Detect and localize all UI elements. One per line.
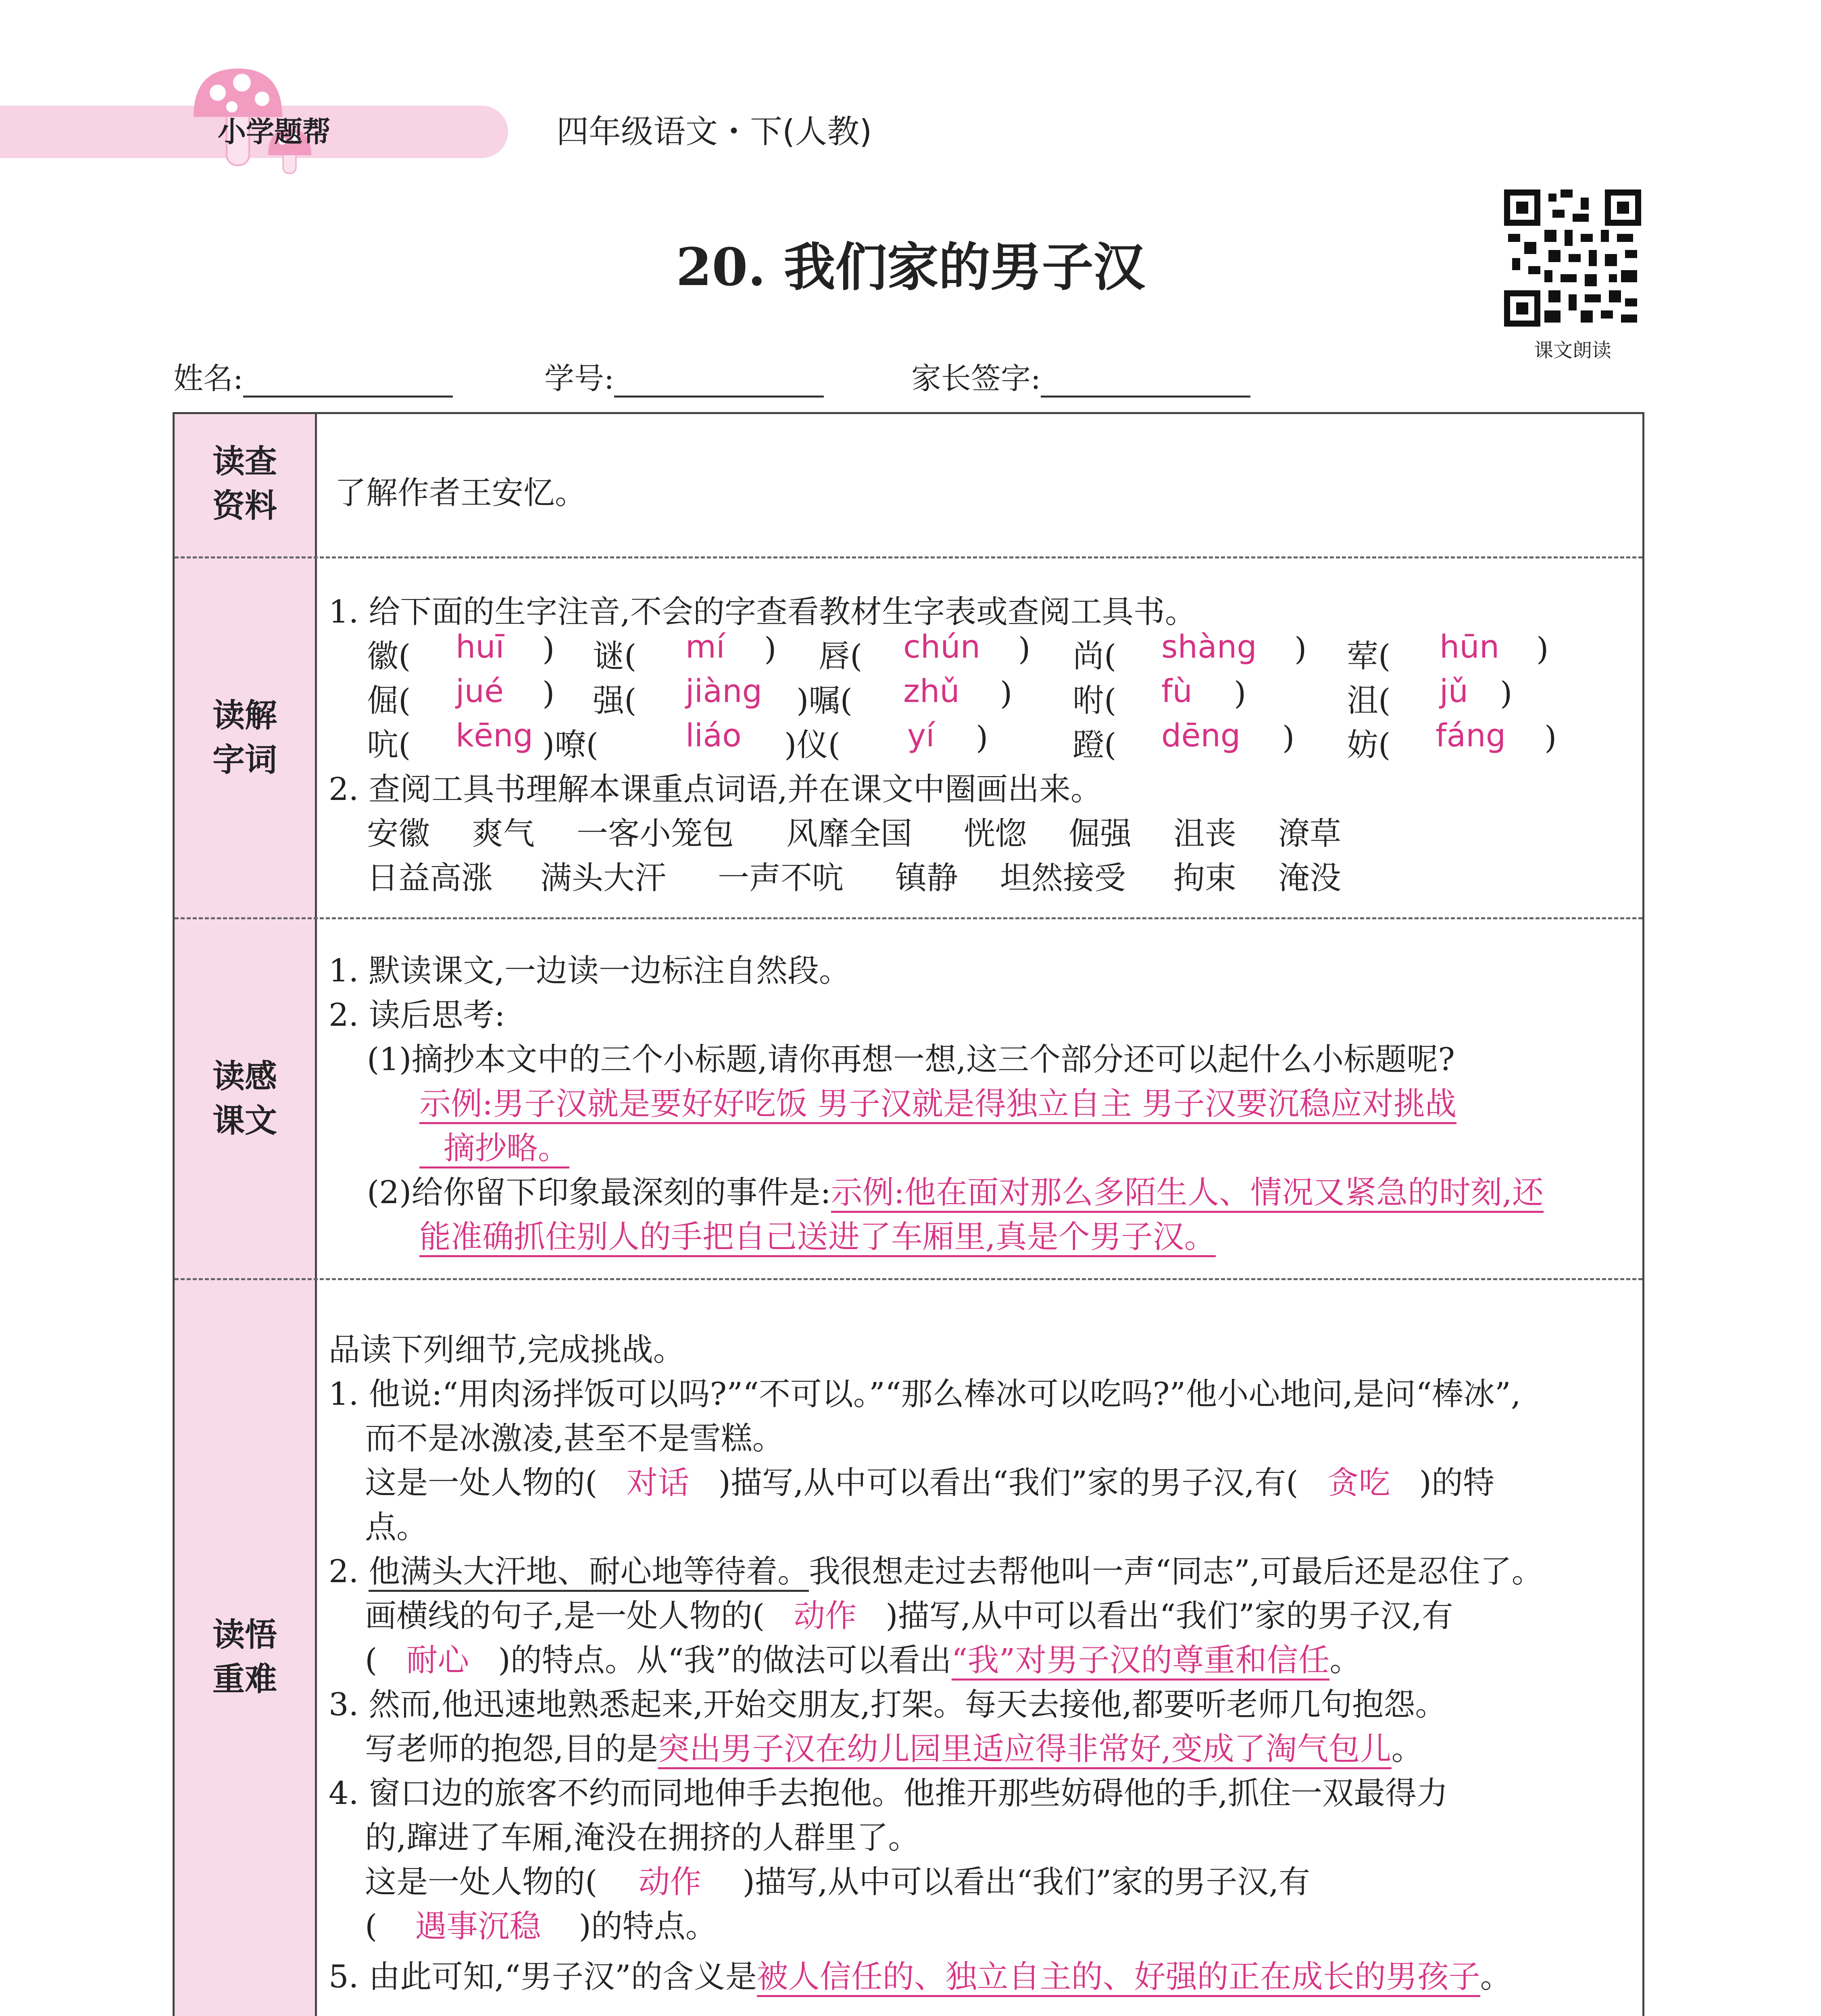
pinyin-answer: mí (685, 629, 725, 665)
qr-caption: 课文朗读 (1533, 339, 1611, 362)
student-id-label: 学号: (544, 361, 614, 396)
analysis-q4-line4: ( 遇事沉稳 )的特点。 (365, 1908, 717, 1945)
pinyin-answer: yí (907, 718, 935, 754)
vocab-question-1: 1. 给下面的生字注音,不会的字查看教材生字表或查阅工具书。 (329, 594, 1197, 630)
student-info-row (173, 355, 1625, 396)
row-divider (175, 917, 1642, 919)
char-item: )嘹( (542, 727, 598, 763)
analysis-q2-line2: 画横线的句子,是一处人物的( 动作 )描写,从中可以看出“我们”家的男子汉,有 (365, 1598, 1454, 1634)
char-item: 强( (593, 683, 637, 719)
reading-question-2-2: (2)给你留下印象最深刻的事件是:示例:他在面对那么多陌生人、情况又紧急的时刻,还 (367, 1167, 1544, 1212)
char-item: 徽( (367, 638, 411, 675)
pinyin-answer: chún (903, 629, 981, 665)
pinyin-answer: kēng (456, 718, 533, 754)
char-item: 倔( (367, 683, 411, 719)
char-item: 蹬( (1073, 727, 1117, 763)
char-item: )嘱( (796, 683, 852, 719)
section-label-research: 读查 资料 (213, 443, 277, 525)
analysis-q1-line4: 点。 (365, 1509, 428, 1545)
char-item: )仪( (784, 727, 840, 763)
pinyin-answer: jiàng (685, 673, 763, 710)
student-id-field[interactable] (614, 367, 824, 398)
pinyin-answer: jǔ (1440, 673, 1469, 710)
reading-question-1: 1. 默读课文,一边读一边标注自然段。 (329, 953, 851, 989)
analysis-q2-line1: 2. 他满头大汗地、耐心地等待着。我很想走过去帮他叫一声“同志”,可最后还是忍住了。 (329, 1546, 1543, 1591)
parent-signature-field[interactable] (1041, 367, 1250, 398)
pinyin-answer: hūn (1440, 629, 1500, 665)
pinyin-answer: fù (1161, 673, 1192, 710)
pinyin-answer: liáo (685, 718, 742, 754)
analysis-q3-line2: 写老师的抱怨,目的是突出男子汉在幼儿园里适应得非常好,变成了淘气包儿。 (365, 1724, 1423, 1769)
analysis-q4-line3: 这是一处人物的( 动作 )描写,从中可以看出“我们”家的男子汉,有 (365, 1864, 1311, 1900)
parent-signature-label: 家长签字: (911, 361, 1041, 396)
analysis-intro: 品读下列细节,完成挑战。 (329, 1332, 685, 1368)
char-item: 沮( (1347, 683, 1391, 719)
pinyin-answer: jué (456, 673, 504, 710)
brand-label: 小学题帮 (218, 115, 331, 148)
section-label-reading: 读感 课文 (213, 1058, 277, 1139)
analysis-q1-line2: 而不是冰激凌,甚至不是雪糕。 (365, 1420, 784, 1457)
vocab-question-2: 2. 查阅工具书理解本课重点词语,并在课文中圈画出来。 (329, 771, 1102, 808)
research-text: 了解作者王安忆。 (335, 475, 587, 511)
char-item: 妨( (1347, 727, 1391, 763)
analysis-q4-line1: 4. 窗口边的旅客不约而同地伸手去抱他。他推开那些妨碍他的手,抓住一双最得力 (329, 1775, 1448, 1812)
pinyin-answer: fáng (1436, 718, 1506, 754)
char-item: 谜( (593, 638, 637, 675)
char-item: 尚( (1073, 638, 1117, 675)
section-label-analysis: 读悟 重难 (213, 1616, 277, 1698)
pinyin-answer: shàng (1161, 629, 1257, 665)
column-divider (315, 414, 317, 2016)
subject-label: 四年级语文・下(人教) (556, 113, 872, 150)
char-item: 咐( (1073, 683, 1117, 719)
pinyin-answer: zhǔ (903, 673, 960, 710)
name-field[interactable] (243, 367, 453, 398)
section-label-vocab: 读解 字词 (213, 697, 277, 779)
row-divider (175, 1278, 1642, 1280)
char-item: 唇( (819, 638, 863, 675)
pinyin-answer: dēng (1161, 718, 1241, 754)
reading-answer-2-1: 示例:男子汉就是要好好吃饭 男子汉就是得独立自主 男子汉要沉稳应对挑战 (419, 1079, 1456, 1124)
qr-code-icon[interactable] (1504, 190, 1641, 327)
analysis-q1-line3: 这是一处人物的( 对话 )描写,从中可以看出“我们”家的男子汉,有( 贪吃 )的特 (365, 1465, 1495, 1501)
analysis-q4-line2: 的,蹿进了车厢,淹没在拥挤的人群里了。 (365, 1820, 920, 1856)
analysis-q5: 5. 由此可知,“男子汉”的含义是被人信任的、独立自主的、好强的正在成长的男孩子。 (329, 1951, 1512, 1997)
reading-answer-2-1-cont: 摘抄略。 (419, 1123, 569, 1168)
reading-answer-2-2-cont: 能准确抓住别人的手把自己送进了车厢里,真是个男子汉。 (419, 1212, 1216, 1257)
page-title: 20. 我们家的男子汉 (676, 237, 1145, 298)
analysis-q1-line1: 1. 他说:“用肉汤拌饭可以吗?”“不可以。”“那么棒冰可以吃吗?”他小心地问,是问“棒冰”, (329, 1376, 1521, 1412)
name-label: 姓名: (173, 361, 243, 396)
row-divider (175, 556, 1642, 558)
char-item: 荤( (1347, 638, 1391, 675)
char-item: 吭( (367, 727, 411, 763)
pinyin-answer: huī (456, 629, 504, 665)
analysis-q3-line1: 3. 然而,他迅速地熟悉起来,开始交朋友,打架。每天去接他,都要听老师几句抱怨。 (329, 1687, 1447, 1723)
analysis-q2-line3: ( 耐心 )的特点。从“我”的做法可以看出“我”对男子汉的尊重和信任。 (365, 1635, 1361, 1680)
reading-question-2-1: (1)摘抄本文中的三个小标题,请你再想一想,这三个部分还可以起什么小标题呢? (367, 1041, 1455, 1078)
reading-question-2: 2. 读后思考: (329, 997, 505, 1033)
